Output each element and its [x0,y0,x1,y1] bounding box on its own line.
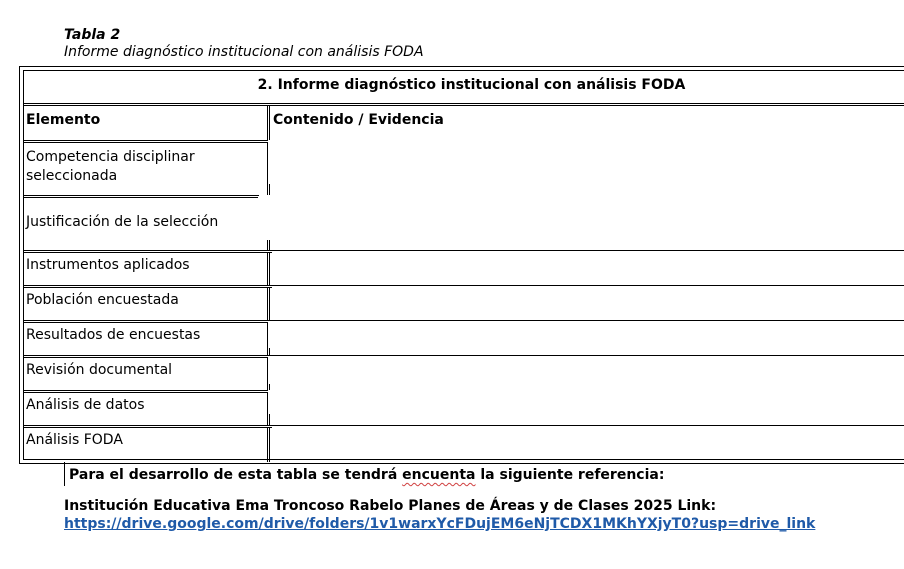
reference-link[interactable]: https://drive.google.com/drive/folders/1v1warxYcFDujEM6eNjTCDX1MKhYXjyT0?usp=drive_link [64,516,816,532]
header-content: Contenido / Evidencia [273,112,444,128]
row-element: Análisis de datos [24,393,270,425]
row-element: Revisión documental [24,358,270,390]
misspelled-word: encuenta [402,467,476,483]
reference-note [64,462,664,486]
table-title: 2. Informe diagnóstico institucional con análisis FODA [257,77,686,93]
redaction-area [268,140,904,184]
redaction-area [268,356,904,384]
redaction-area [272,287,904,311]
row-element: Justificación de la selección [24,198,270,250]
table-number: Tabla 2 [64,27,121,43]
header-element: Elemento [24,106,270,140]
redaction-area [272,252,904,276]
table-caption [64,27,424,61]
row-element: Análisis FODA [24,428,270,462]
row-element-competencia [24,143,270,195]
redaction-area [272,427,904,451]
reference-note-end: la siguiente referencia: [475,467,665,483]
reference-title: Institución Educativa Ema Troncoso Rabelo Planes de Áreas y de Clases 2025 Link: [64,498,717,514]
row-element-line: seleccionada [26,168,118,184]
row-element: Instrumentos aplicados [24,253,270,285]
reference-note-start: Para el desarrollo de esta tabla se tendrá [69,467,403,483]
redaction-area [268,390,904,414]
row-element: Población encuestada [24,288,270,320]
redaction-area [268,322,904,348]
redaction-area [258,196,904,240]
table-header-row [24,106,904,140]
row-element-line: Competencia disciplinar [26,149,195,165]
row-element: Resultados de encuestas [24,323,270,355]
table-subtitle: Informe diagnóstico institucional con análisis FODA [64,44,424,60]
